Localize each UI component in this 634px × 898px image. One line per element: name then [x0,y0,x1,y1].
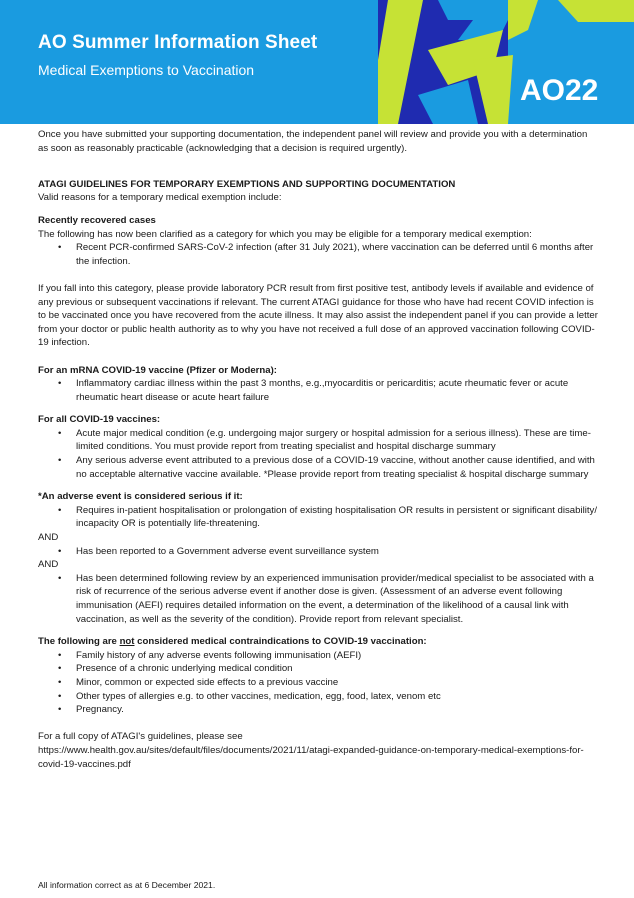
list-item: • Has been determined following review by an experienced immunisation provider/medical specialist to be associated with a risk of recurrence of the serious adverse event if another dose is given. (Assessment of an adverse event following immunisation (AEFI) requires detailed information on the event, a determination of the likelihood of a causal link with vaccination, as well as the severity of the condition). Provide report from relevant specialist. [38,572,598,626]
serious-heading: *An adverse event is considered serious if it: [38,491,243,503]
recovered-paragraph: If you fall into this category, please provide laboratory PCR result from first positive test, antibody levels if available and evidence of any previous or subsequent vaccinations if relevant. The current ATAGI guidance for those who have had recent COVID infection is to be vaccinated once you have recovered from the acute illness. It may also assist the independent panel if you can provide a letter from your doctor or public health authority as to why you have not received a full dose of an approved vaccination following COVID-19 infection. [38,282,598,349]
list-item: • Inflammatory cardiac illness within the past 3 months, e.g.,myocarditis or pericarditis; acute rheumatic fever or acute rheumatic heart disease or acute heart failure [38,377,598,404]
list-item: • Presence of a chronic underlying medical condition [38,662,598,676]
ao22-logo: AO22 [520,74,599,107]
all-vaccines-list [38,427,598,481]
not-contraindications-list [38,649,598,717]
guidelines-copy-lead: For a full copy of ATAGI's guidelines, please see [38,731,243,743]
atagi-heading: ATAGI GUIDELINES FOR TEMPORARY EXEMPTIONS AND SUPPORTING DOCUMENTATION [38,178,456,190]
and-connector: AND [38,559,59,571]
intro-paragraph: Once you have submitted your supporting documentation, the independent panel will review and provide you with a determination as soon as reasonably practicable (acknowledging that a decision is required urgently). [38,129,588,154]
serious-list-2 [38,545,598,559]
recovered-lead: The following has now been clarified as a category for which you may be eligible for a temporary medical exemption: [38,228,532,240]
footer-note: All information correct as at 6 December 2021. [38,880,216,890]
not-contraindications-heading: The following are not considered medical contraindications to COVID-19 vaccination: [38,636,427,648]
page-subtitle: Medical Exemptions to Vaccination [38,62,255,78]
list-item: • Family history of any adverse events following immunisation (AEFI) [38,649,598,663]
recovered-list [38,241,598,268]
mrna-heading: For an mRNA COVID-19 vaccine (Pfizer or Moderna): [38,364,278,376]
mrna-list [38,377,598,404]
all-vaccines-heading: For all COVID-19 vaccines: [38,414,161,426]
valid-reasons-text: Valid reasons for a temporary medical exemption include: [38,192,282,204]
ao-brand-artwork [378,0,634,124]
and-connector: AND [38,532,59,544]
list-item: • Minor, common or expected side effects to a previous vaccine [38,676,598,690]
list-item: • Any serious adverse event attributed to a previous dose of a COVID-19 vaccine, without another cause identified, and with no acceptable alternative vaccine available. *Please provide report from treating specialist & hospital discharge summary [38,454,598,481]
recovered-heading: Recently recovered cases [38,214,156,226]
list-item: • Requires in-patient hospitalisation or prolongation of existing hospitalisation OR results in persistent or significant disability/ incapacity OR is potentially life-threatening. [38,504,598,531]
list-item: • Acute major medical condition (e.g. undergoing major surgery or hospital admission for a serious illness). These are time-limited conditions. You must provide report from treating specialist and hospital discharge summary [38,427,598,454]
serious-list-3 [38,572,598,626]
guidelines-url[interactable]: https://www.health.gov.au/sites/default/files/documents/2021/11/atagi-expanded-guidance-on-temporary-medical-exemptions-for-covid-19-vaccines.pdf [38,744,584,770]
serious-list-1 [38,504,598,531]
page-header [0,0,634,124]
list-item: • Pregnancy. [38,703,598,717]
page-title: AO Summer Information Sheet [38,32,318,53]
list-item: • Has been reported to a Government adverse event surveillance system [38,545,598,559]
list-item: • Other types of allergies e.g. to other vaccines, medication, egg, food, latex, venom etc [38,690,598,704]
list-item: • Recent PCR-confirmed SARS-CoV-2 infection (after 31 July 2021), where vaccination can be deferred until 6 months after the infection. [38,241,598,268]
document-body [38,128,598,771]
